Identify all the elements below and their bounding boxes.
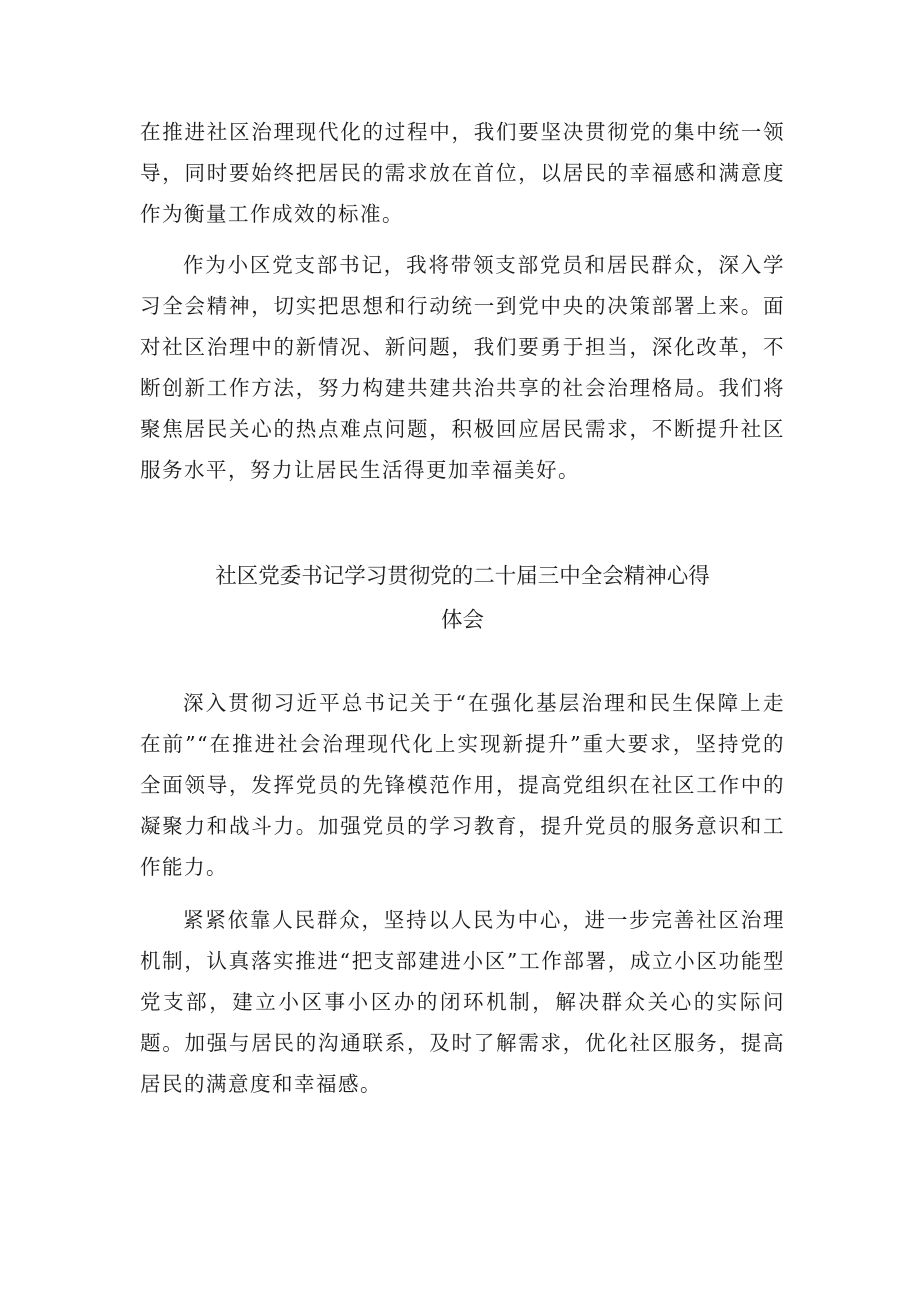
section-title-line-1: 社区党委书记学习贯彻党的二十届三中全会精神心得: [215, 564, 710, 589]
paragraph-party-leadership: 深入贯彻习近平总书记关于“在强化基层治理和民生保障上走在前”“在推进社会治理现代化上实现新提升”重大要求，坚持党的全面领导，发挥党员的先锋模范作用，提高党组织在社区工作中的凝聚力和战斗力。加强党员的学习教育，提升党员的服务意识和工作能力。: [140, 691, 785, 879]
paragraph-party-branch-secretary: 作为小区党支部书记，我将带领支部党员和居民群众，深入学习全会精神，切实把思想和行动统一到党中央的决策部署上来。面对社区治理中的新情况、新问题，我们要勇于担当，深化改革，不断创新工作方法，努力构建共建共治共享的社会治理格局。我们将聚焦居民关心的热点难点问题，积极回应居民需求，不断提升社区服务水平，努力让居民生活得更加幸福美好。: [140, 253, 785, 482]
section-title: [140, 555, 785, 643]
paragraph-rely-on-people: 紧紧依靠人民群众，坚持以人民为中心，进一步完善社区治理机制，认真落实推进“把支部建进小区”工作部署，成立小区功能型党支部，建立小区事小区办的闭环机制，解决群众关心的实际问题。加强与居民的沟通联系，及时了解需求，优化社区服务，提高居民的满意度和幸福感。: [140, 908, 785, 1096]
paragraph-continuation: 在推进社区治理现代化的过程中，我们要坚决贯彻党的集中统一领导，同时要始终把居民的需求放在首位，以居民的幸福感和满意度作为衡量工作成效的标准。: [140, 120, 785, 226]
section-title-line-2: 体会: [440, 608, 484, 633]
